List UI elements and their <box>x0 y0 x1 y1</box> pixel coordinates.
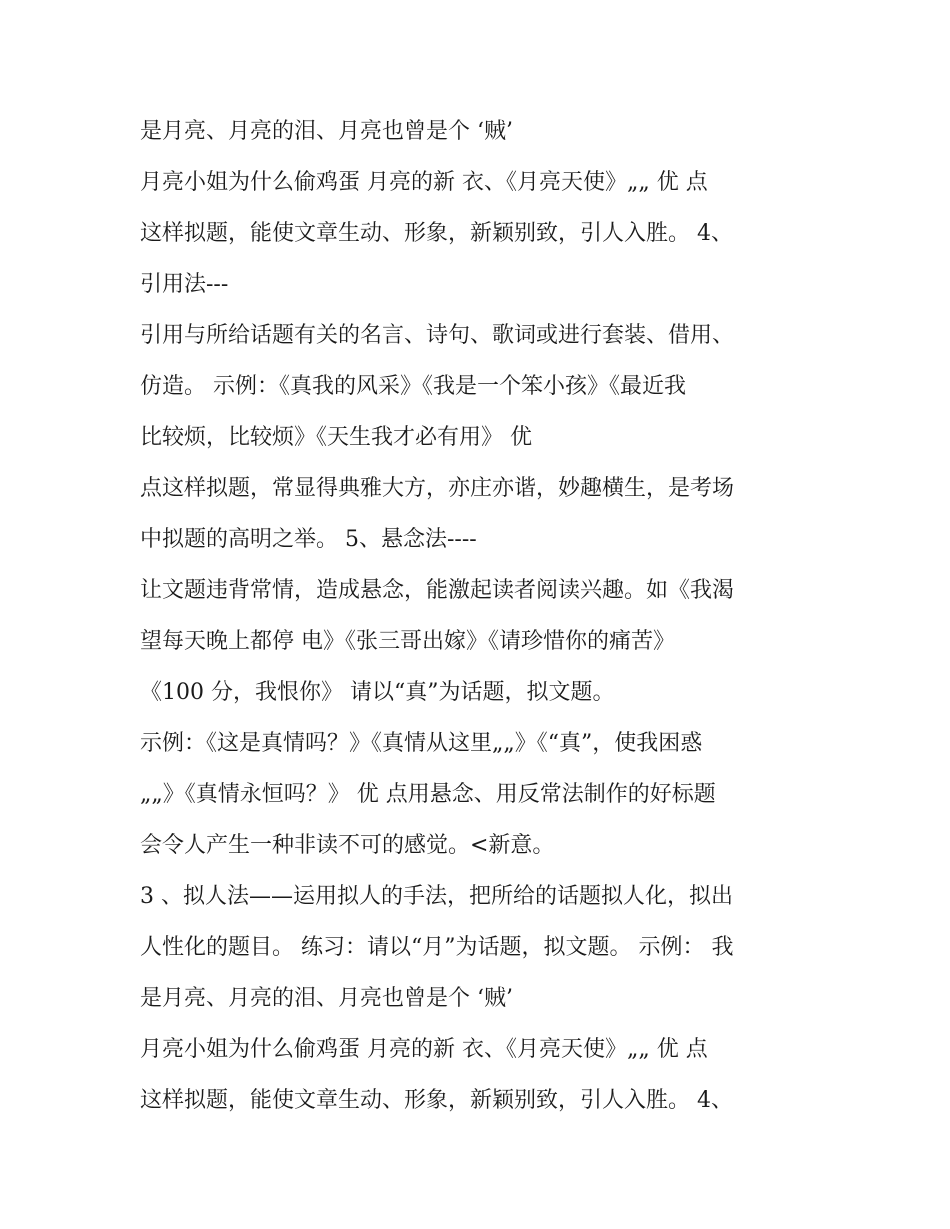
text-line-2: 月亮小姐为什么偷鸡蛋 月亮的新 衣、《月亮天使》„„ 优 点 <box>140 170 708 195</box>
text-line-20: 这样拟题，能使文章生动、形象，新颖别致，引人入胜。 4、 <box>140 1088 733 1113</box>
text-line-8: 点这样拟题，常显得典雅大方，亦庄亦谐，妙趣横生，是考场 <box>140 476 735 501</box>
text-line-10: 让文题违背常情，造成悬念，能激起读者阅读兴趣。如《我渴 <box>140 578 735 603</box>
text-line-18: 是月亮、月亮的泪、月亮也曾是个 ‘贼’ <box>140 986 513 1011</box>
text-line-9: 中拟题的高明之举。 5、悬念法---- <box>140 527 477 552</box>
text-line-17: 人性化的题目。 练习：请以“月”为话题，拟文题。 示例： 我 <box>140 935 734 960</box>
text-line-11: 望每天晚上都停 电》《张三哥出嫁》《请珍惜你的痛苦》 <box>140 629 675 654</box>
document-body <box>140 106 830 1126</box>
text-line-7: 比较烦，比较烦》《天生我才必有用》 优 <box>140 425 532 450</box>
text-line-19: 月亮小姐为什么偷鸡蛋 月亮的新 衣、《月亮天使》„„ 优 点 <box>140 1037 708 1062</box>
text-line-3: 这样拟题，能使文章生动、形象，新颖别致，引人入胜。 4、 <box>140 221 733 246</box>
text-line-15: 会令人产生一种非读不可的感觉。<新意。 <box>140 833 555 858</box>
text-line-12: 《100 分，我恨你》 请以“真”为话题，拟文题。 <box>140 680 615 705</box>
text-line-13: 示例：《这是真情吗？》《真情从这里„„》《“真”，使我困惑 <box>140 731 703 756</box>
text-line-1: 是月亮、月亮的泪、月亮也曾是个 ‘贼’ <box>140 119 513 144</box>
text-line-5: 引用与所给话题有关的名言、诗句、歌词或进行套装、借用、 <box>140 323 735 348</box>
text-line-6: 仿造。 示例：《真我的风采》《我是一个笨小孩》《最近我 <box>140 374 686 399</box>
text-line-14: „„》《真情永恒吗？》 优 点用悬念、用反常法制作的好标题 <box>140 782 716 807</box>
text-line-16: 3 、拟人法——运用拟人的手法，把所给的话题拟人化，拟出 <box>140 884 733 909</box>
text-line-4: 引用法--- <box>140 272 229 297</box>
